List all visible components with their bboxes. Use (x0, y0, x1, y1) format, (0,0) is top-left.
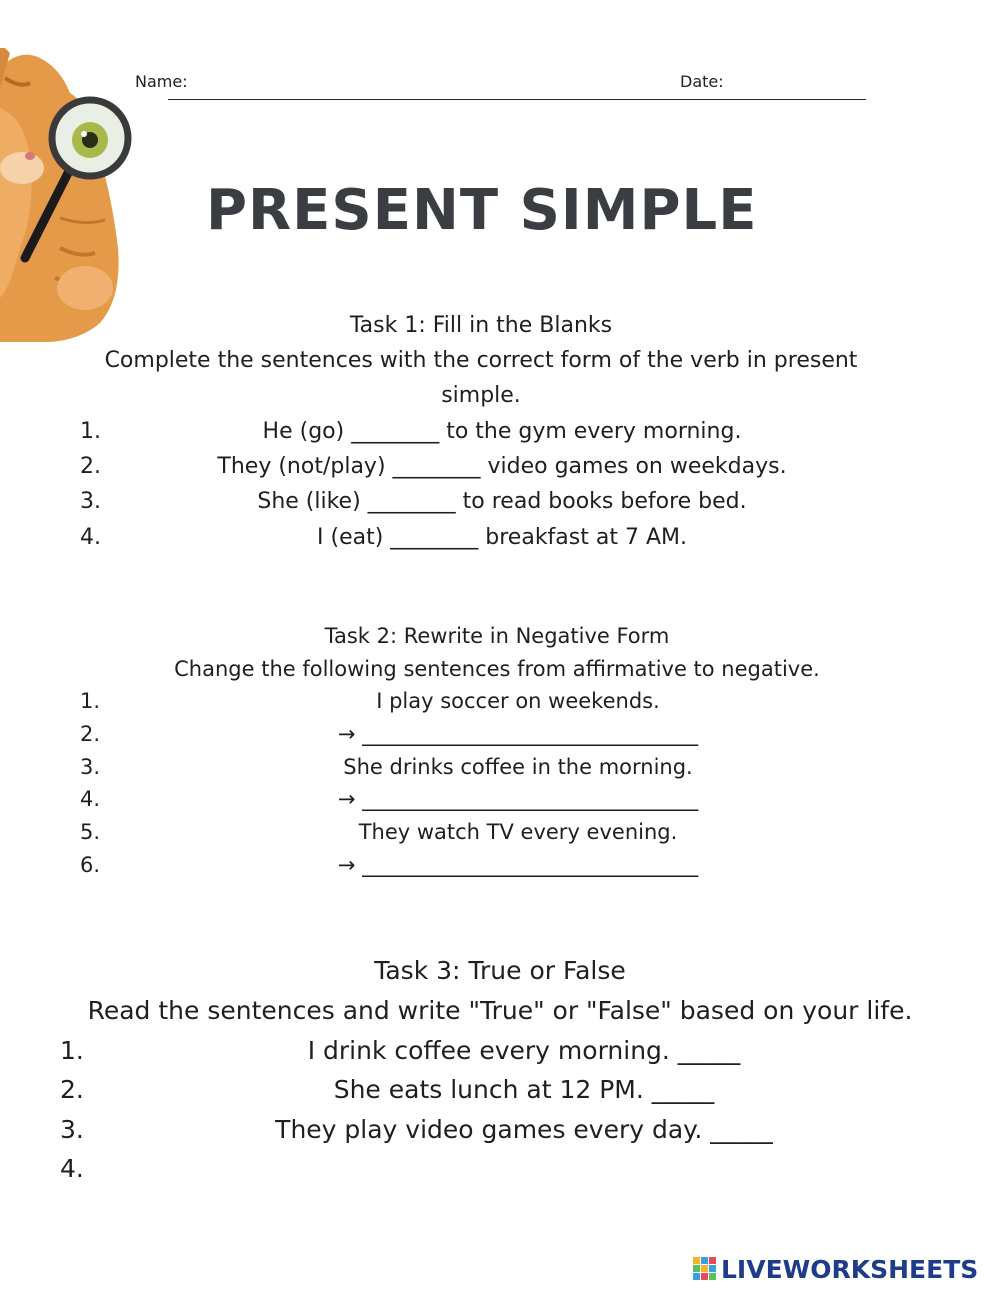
page-title: PRESENT SIMPLE (206, 178, 758, 243)
task2-answer-line[interactable]: → ________________________________ (337, 787, 699, 811)
task2-instruction: Change the following sentences from affirmative to negative. (174, 657, 820, 681)
task2-item: They watch TV every evening. (358, 820, 678, 844)
task3-instruction: Read the sentences and write "True" or "False" based on your life. (87, 996, 913, 1025)
logo-text: LIVEWORKSHEETS (721, 1254, 979, 1284)
task3-item-number: 3. (60, 1115, 84, 1144)
task1-item: I (eat) ________ breakfast at 7 AM. (317, 525, 687, 550)
task3-item-number: 1. (60, 1036, 84, 1065)
task3-item-number: 2. (60, 1075, 84, 1104)
task3-item[interactable]: They play video games every day. _____ (275, 1115, 773, 1144)
task1-item: She (like) ________ to read books before bed. (257, 489, 747, 514)
name-label: Name: (135, 72, 188, 91)
cat-with-magnifying-glass-icon (0, 48, 140, 344)
task2-item-number: 4. (80, 787, 101, 811)
task1-item-number: 2. (80, 454, 101, 479)
task1-item: He (go) ________ to the gym every morning. (262, 419, 742, 444)
task1-heading: Task 1: Fill in the Blanks (349, 313, 613, 338)
task2-item: She drinks coffee in the morning. (343, 755, 693, 779)
task3-heading: Task 3: True or False (374, 956, 626, 985)
task1-instruction-line2: simple. (441, 383, 521, 408)
task1-instruction-line1: Complete the sentences with the correct form of the verb in present (104, 348, 858, 373)
task1-item: They (not/play) ________ video games on weekdays. (217, 454, 787, 479)
task3-item-number: 4. (60, 1154, 84, 1183)
liveworksheets-logo-icon (693, 1257, 717, 1281)
task2-item: I play soccer on weekends. (376, 689, 660, 713)
task2-item-number: 3. (80, 755, 101, 779)
task2-answer-line[interactable]: → ________________________________ (337, 853, 699, 877)
name-line[interactable] (168, 99, 866, 100)
task2-heading: Task 2: Rewrite in Negative Form (324, 624, 670, 648)
task2-item-number: 2. (80, 722, 101, 746)
task1-item-number: 4. (80, 525, 101, 550)
task1-item-number: 3. (80, 489, 101, 514)
task1-item-number: 1. (80, 419, 101, 444)
task2-item-number: 1. (80, 689, 101, 713)
task2-answer-line[interactable]: → ________________________________ (337, 722, 699, 746)
task3-item[interactable]: I drink coffee every morning. _____ (307, 1036, 741, 1065)
date-label: Date: (680, 72, 724, 91)
liveworksheets-logo[interactable] (693, 1254, 978, 1284)
task2-item-number: 5. (80, 820, 101, 844)
task3-item[interactable]: She eats lunch at 12 PM. _____ (333, 1075, 715, 1104)
task2-item-number: 6. (80, 853, 101, 877)
